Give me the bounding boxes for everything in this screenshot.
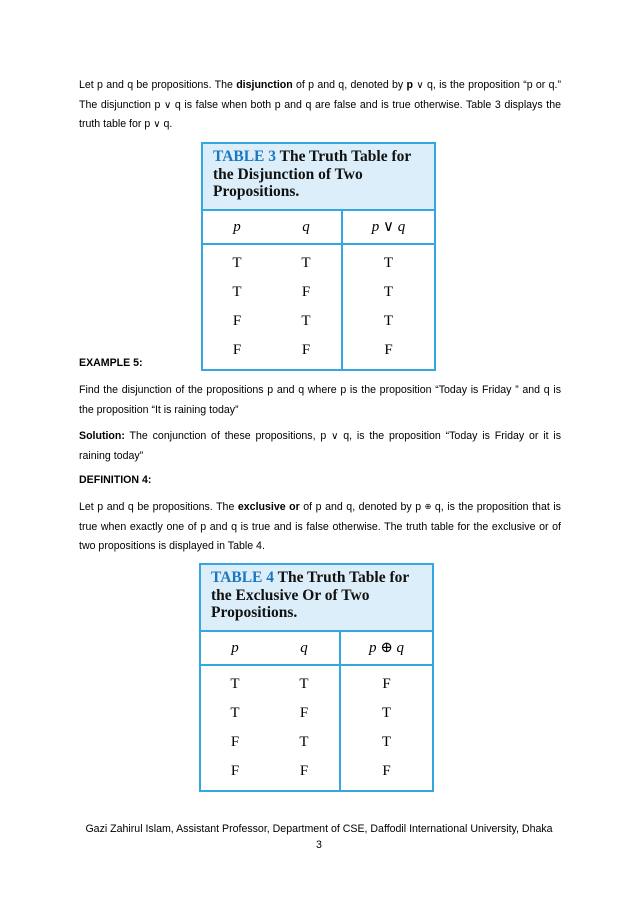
table-4-header-p-xor-q: p ⊕ q — [368, 640, 405, 656]
table-cell: T — [301, 255, 311, 271]
table-3-header-q: q — [271, 211, 343, 243]
intro-paragraph — [79, 76, 561, 135]
table-4-number: TABLE 4 — [211, 569, 275, 586]
table-cell: T — [381, 705, 392, 721]
intro-text-3: q, is the proposition “p or q.” The disjunction p — [79, 79, 561, 111]
definition-4-paragraph — [79, 498, 561, 557]
table-4-header-row — [201, 632, 432, 666]
table-cell: T — [301, 313, 311, 329]
table-3-column-p — [203, 245, 271, 369]
table-3-header-row — [203, 211, 434, 245]
table-3-column-q — [271, 245, 343, 369]
table-cell: T — [383, 284, 394, 300]
table-4-title: The Truth Table for the Exclusive Or of Two Propositions. — [211, 569, 409, 621]
table-3-number: TABLE 3 — [213, 148, 277, 165]
table-cell: T — [230, 705, 240, 721]
table-cell: F — [230, 763, 240, 779]
solution-text-1: The conjunction of these propositions, p — [124, 430, 332, 442]
or-symbol: ∨ — [331, 431, 339, 442]
or-symbol: ∨ — [164, 99, 172, 111]
table-cell: F — [232, 313, 242, 329]
table-cell: F — [384, 342, 393, 358]
table-3-caption — [203, 144, 434, 211]
table-cell: T — [232, 284, 242, 300]
term-exclusive-or: exclusive or — [237, 501, 300, 513]
definition-text-1: Let p and q be propositions. The — [79, 501, 238, 513]
intro-text-1: Let p and q be propositions. The — [79, 79, 237, 91]
definition-text-2: of p and q, denoted by p — [299, 501, 425, 513]
solution-paragraph — [79, 427, 561, 466]
example-5-text: Find the disjunction of the propositions p and q where p is the proposition “Today is Friday ” and q is the proposition “It is raining today” — [79, 384, 561, 416]
table-cell: T — [232, 255, 242, 271]
term-disjunction: disjunction — [236, 79, 293, 91]
table-4-column-q — [269, 666, 341, 790]
table-cell: F — [230, 734, 240, 750]
intro-text-5: q. — [160, 118, 173, 130]
table-4-header-q: q — [269, 632, 341, 664]
table-cell: F — [301, 342, 311, 358]
table-3-column-result — [343, 245, 434, 369]
truth-table-3 — [201, 142, 436, 371]
example-5-heading: EXAMPLE 5: — [79, 357, 143, 369]
table-3-header-p: p — [233, 219, 241, 235]
table-4-caption — [201, 565, 432, 632]
table-4-body — [201, 666, 432, 790]
table-cell: T — [383, 255, 394, 271]
table-4-column-p — [201, 666, 269, 790]
table-cell: F — [232, 342, 242, 358]
intro-p-bold: p — [406, 79, 414, 91]
table-cell: T — [299, 734, 309, 750]
definition-text-3: q, is the proposition that is true when exactly one of p and q is true and is false otherwise. The truth table for the exclusive or of two propositions is displayed in Table 4. — [79, 501, 561, 552]
table-cell: F — [382, 676, 391, 692]
solution-label: Solution: — [79, 430, 125, 442]
footer-author: Gazi Zahirul Islam, Assistant Professor, Department of CSE, Daffodil International University, Dhaka — [85, 823, 553, 835]
table-4-header-p: p — [231, 640, 239, 656]
table-cell: T — [299, 676, 309, 692]
table-cell: F — [299, 705, 309, 721]
table-3-header-p-or-q: p ∨ q — [371, 219, 406, 235]
page-number: 3 — [316, 839, 322, 851]
table-cell: T — [381, 734, 392, 750]
table-cell: F — [382, 763, 391, 779]
table-3-body — [203, 245, 434, 369]
intro-text-4: q is false when both p and q are false and is true otherwise. Table 3 displays the truth table for p — [79, 98, 561, 130]
table-cell: T — [230, 676, 240, 692]
solution-text-2: q, is the proposition “Today is Friday or it is raining today” — [79, 430, 562, 462]
truth-table-4 — [199, 563, 434, 792]
table-3-title: The Truth Table for the Disjunction of Two Propositions. — [213, 148, 411, 200]
table-cell: T — [383, 313, 394, 329]
definition-4-heading: DEFINITION 4: — [79, 474, 152, 486]
intro-text-2: of p and q, denoted by — [292, 79, 407, 91]
xor-symbol: ⊕ — [424, 502, 432, 511]
table-cell: F — [301, 284, 311, 300]
or-symbol: ∨ — [416, 80, 424, 91]
or-symbol: ∨ — [153, 119, 161, 130]
table-4-column-result — [341, 666, 432, 790]
table-cell: F — [299, 763, 309, 779]
